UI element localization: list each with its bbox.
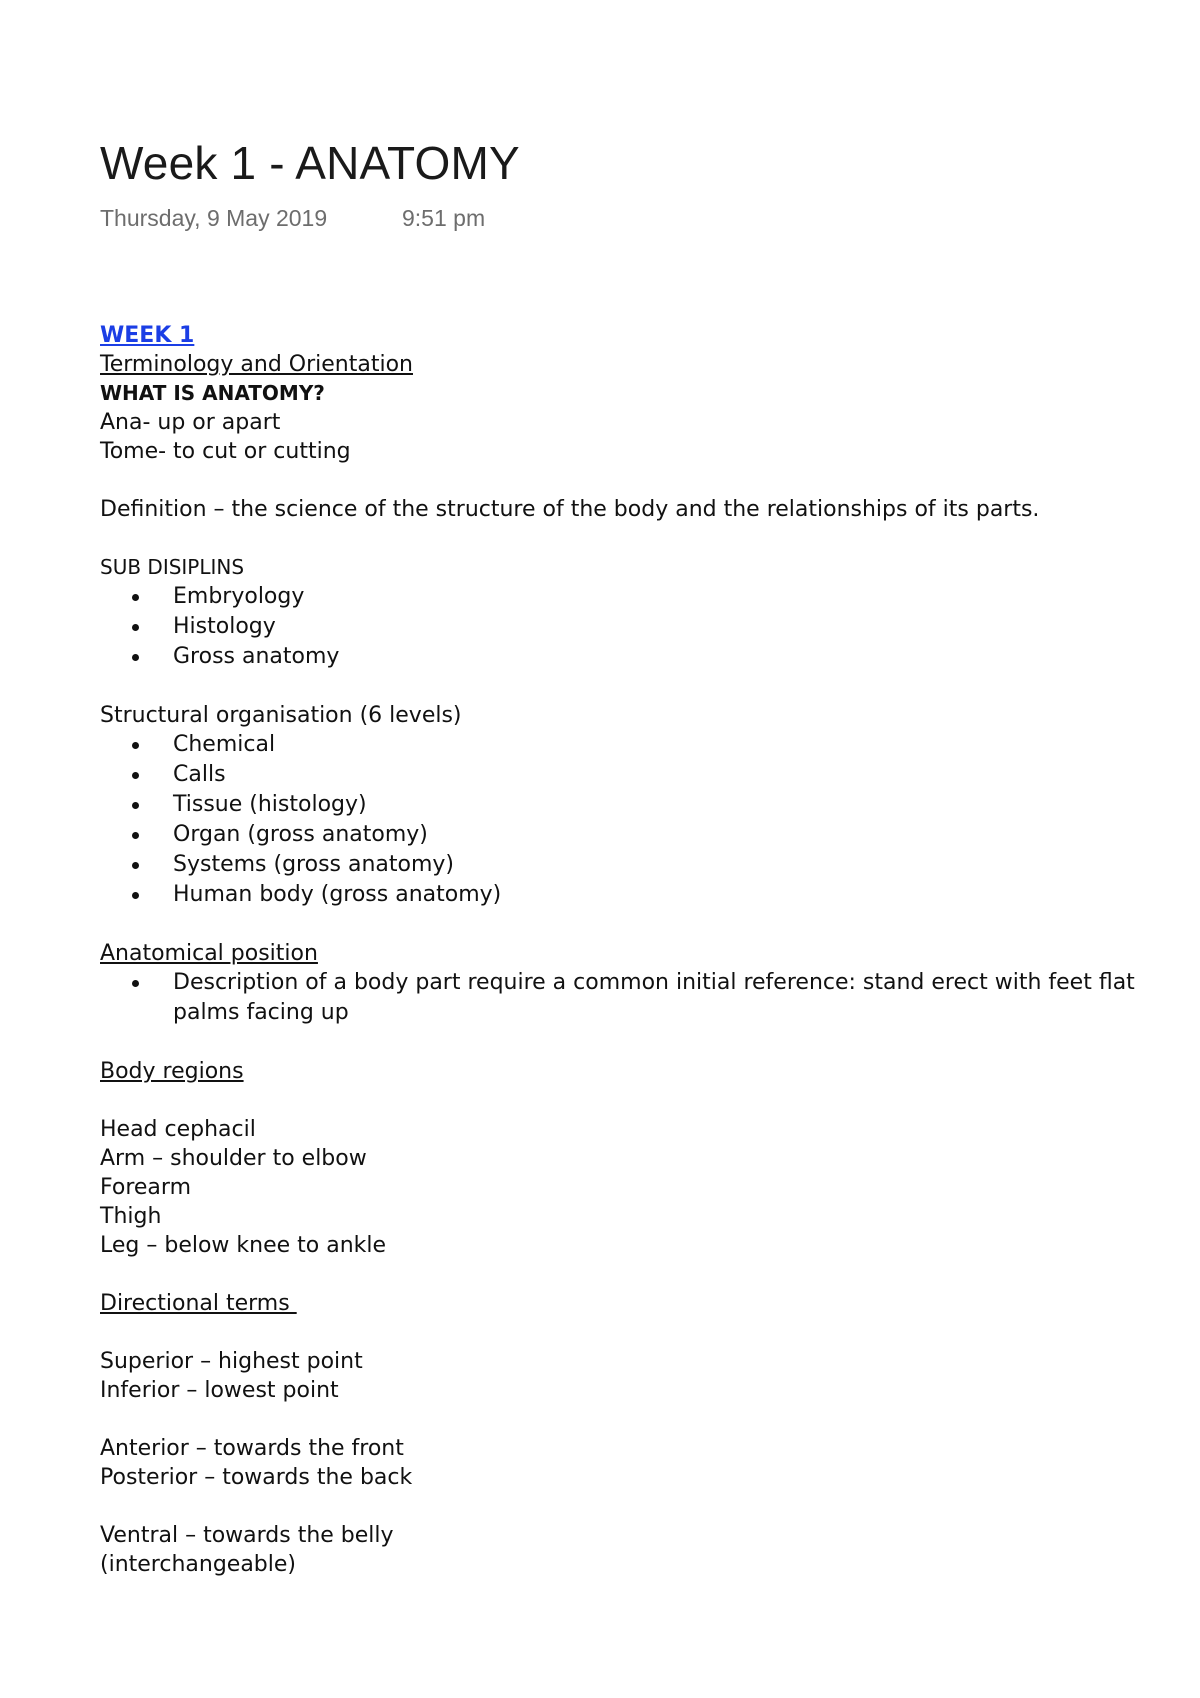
question-heading: WHAT IS ANATOMY? xyxy=(100,381,325,405)
note-body xyxy=(100,321,1200,1579)
tome-line: Tome- to cut or cutting xyxy=(100,439,351,464)
definition-line: Definition – the science of the structure of the body and the relationships of its parts. xyxy=(100,497,1040,522)
interchangeable-line: (interchangeable) xyxy=(100,1552,297,1577)
list-item: Histology xyxy=(100,612,1200,642)
bullet-icon xyxy=(132,832,139,839)
note-date: Thursday, 9 May 2019 xyxy=(100,205,328,231)
bullet-icon xyxy=(132,980,139,987)
body-region-line: Arm – shoulder to elbow xyxy=(100,1146,367,1171)
list-item: Tissue (histology) xyxy=(100,790,1200,820)
list-item: Human body (gross anatomy) xyxy=(100,880,1200,910)
list-item: Embryology xyxy=(100,582,1200,612)
posterior-line: Posterior – towards the back xyxy=(100,1465,413,1490)
superior-line: Superior – highest point xyxy=(100,1349,363,1374)
body-region-line: Head cephacil xyxy=(100,1117,256,1142)
body-region-line: Forearm xyxy=(100,1175,191,1200)
note-time: 9:51 pm xyxy=(402,205,486,231)
bullet-icon xyxy=(132,772,139,779)
inferior-line: Inferior – lowest point xyxy=(100,1378,339,1403)
body-region-line: Leg – below knee to ankle xyxy=(100,1233,387,1258)
anatomical-position-heading: Anatomical position xyxy=(100,941,318,966)
list-item: Calls xyxy=(100,760,1200,790)
list-item xyxy=(100,968,1200,1028)
sub-disciplines-list xyxy=(100,582,1200,672)
bullet-icon xyxy=(132,624,139,631)
bullet-icon xyxy=(132,594,139,601)
structural-list xyxy=(100,730,1200,910)
anatomical-position-text-2: palms facing up xyxy=(173,1000,349,1025)
sub-disciplines-heading: SUB DISIPLINS xyxy=(100,555,245,579)
list-item: Gross anatomy xyxy=(100,642,1200,672)
bullet-icon xyxy=(132,892,139,899)
anterior-line: Anterior – towards the front xyxy=(100,1436,404,1461)
ana-line: Ana- up or apart xyxy=(100,410,281,435)
week-1-link[interactable]: WEEK 1 xyxy=(100,323,195,348)
ventral-line: Ventral – towards the belly xyxy=(100,1523,394,1548)
list-item: Systems (gross anatomy) xyxy=(100,850,1200,880)
list-item: Organ (gross anatomy) xyxy=(100,820,1200,850)
directional-terms-heading: Directional terms xyxy=(100,1291,297,1316)
anatomical-position-text-1: Description of a body part require a common initial reference: stand erect with feet flat xyxy=(173,970,1135,995)
topic-heading: Terminology and Orientation xyxy=(100,352,413,377)
bullet-icon xyxy=(132,654,139,661)
body-region-line: Thigh xyxy=(100,1204,162,1229)
structural-heading: Structural organisation (6 levels) xyxy=(100,703,462,728)
bullet-icon xyxy=(132,862,139,869)
bullet-icon xyxy=(132,742,139,749)
bullet-icon xyxy=(132,802,139,809)
page-title: Week 1 - ANATOMY xyxy=(100,137,520,189)
anatomical-position-list xyxy=(100,968,1200,1028)
list-item: Chemical xyxy=(100,730,1200,760)
body-regions-heading: Body regions xyxy=(100,1059,244,1084)
